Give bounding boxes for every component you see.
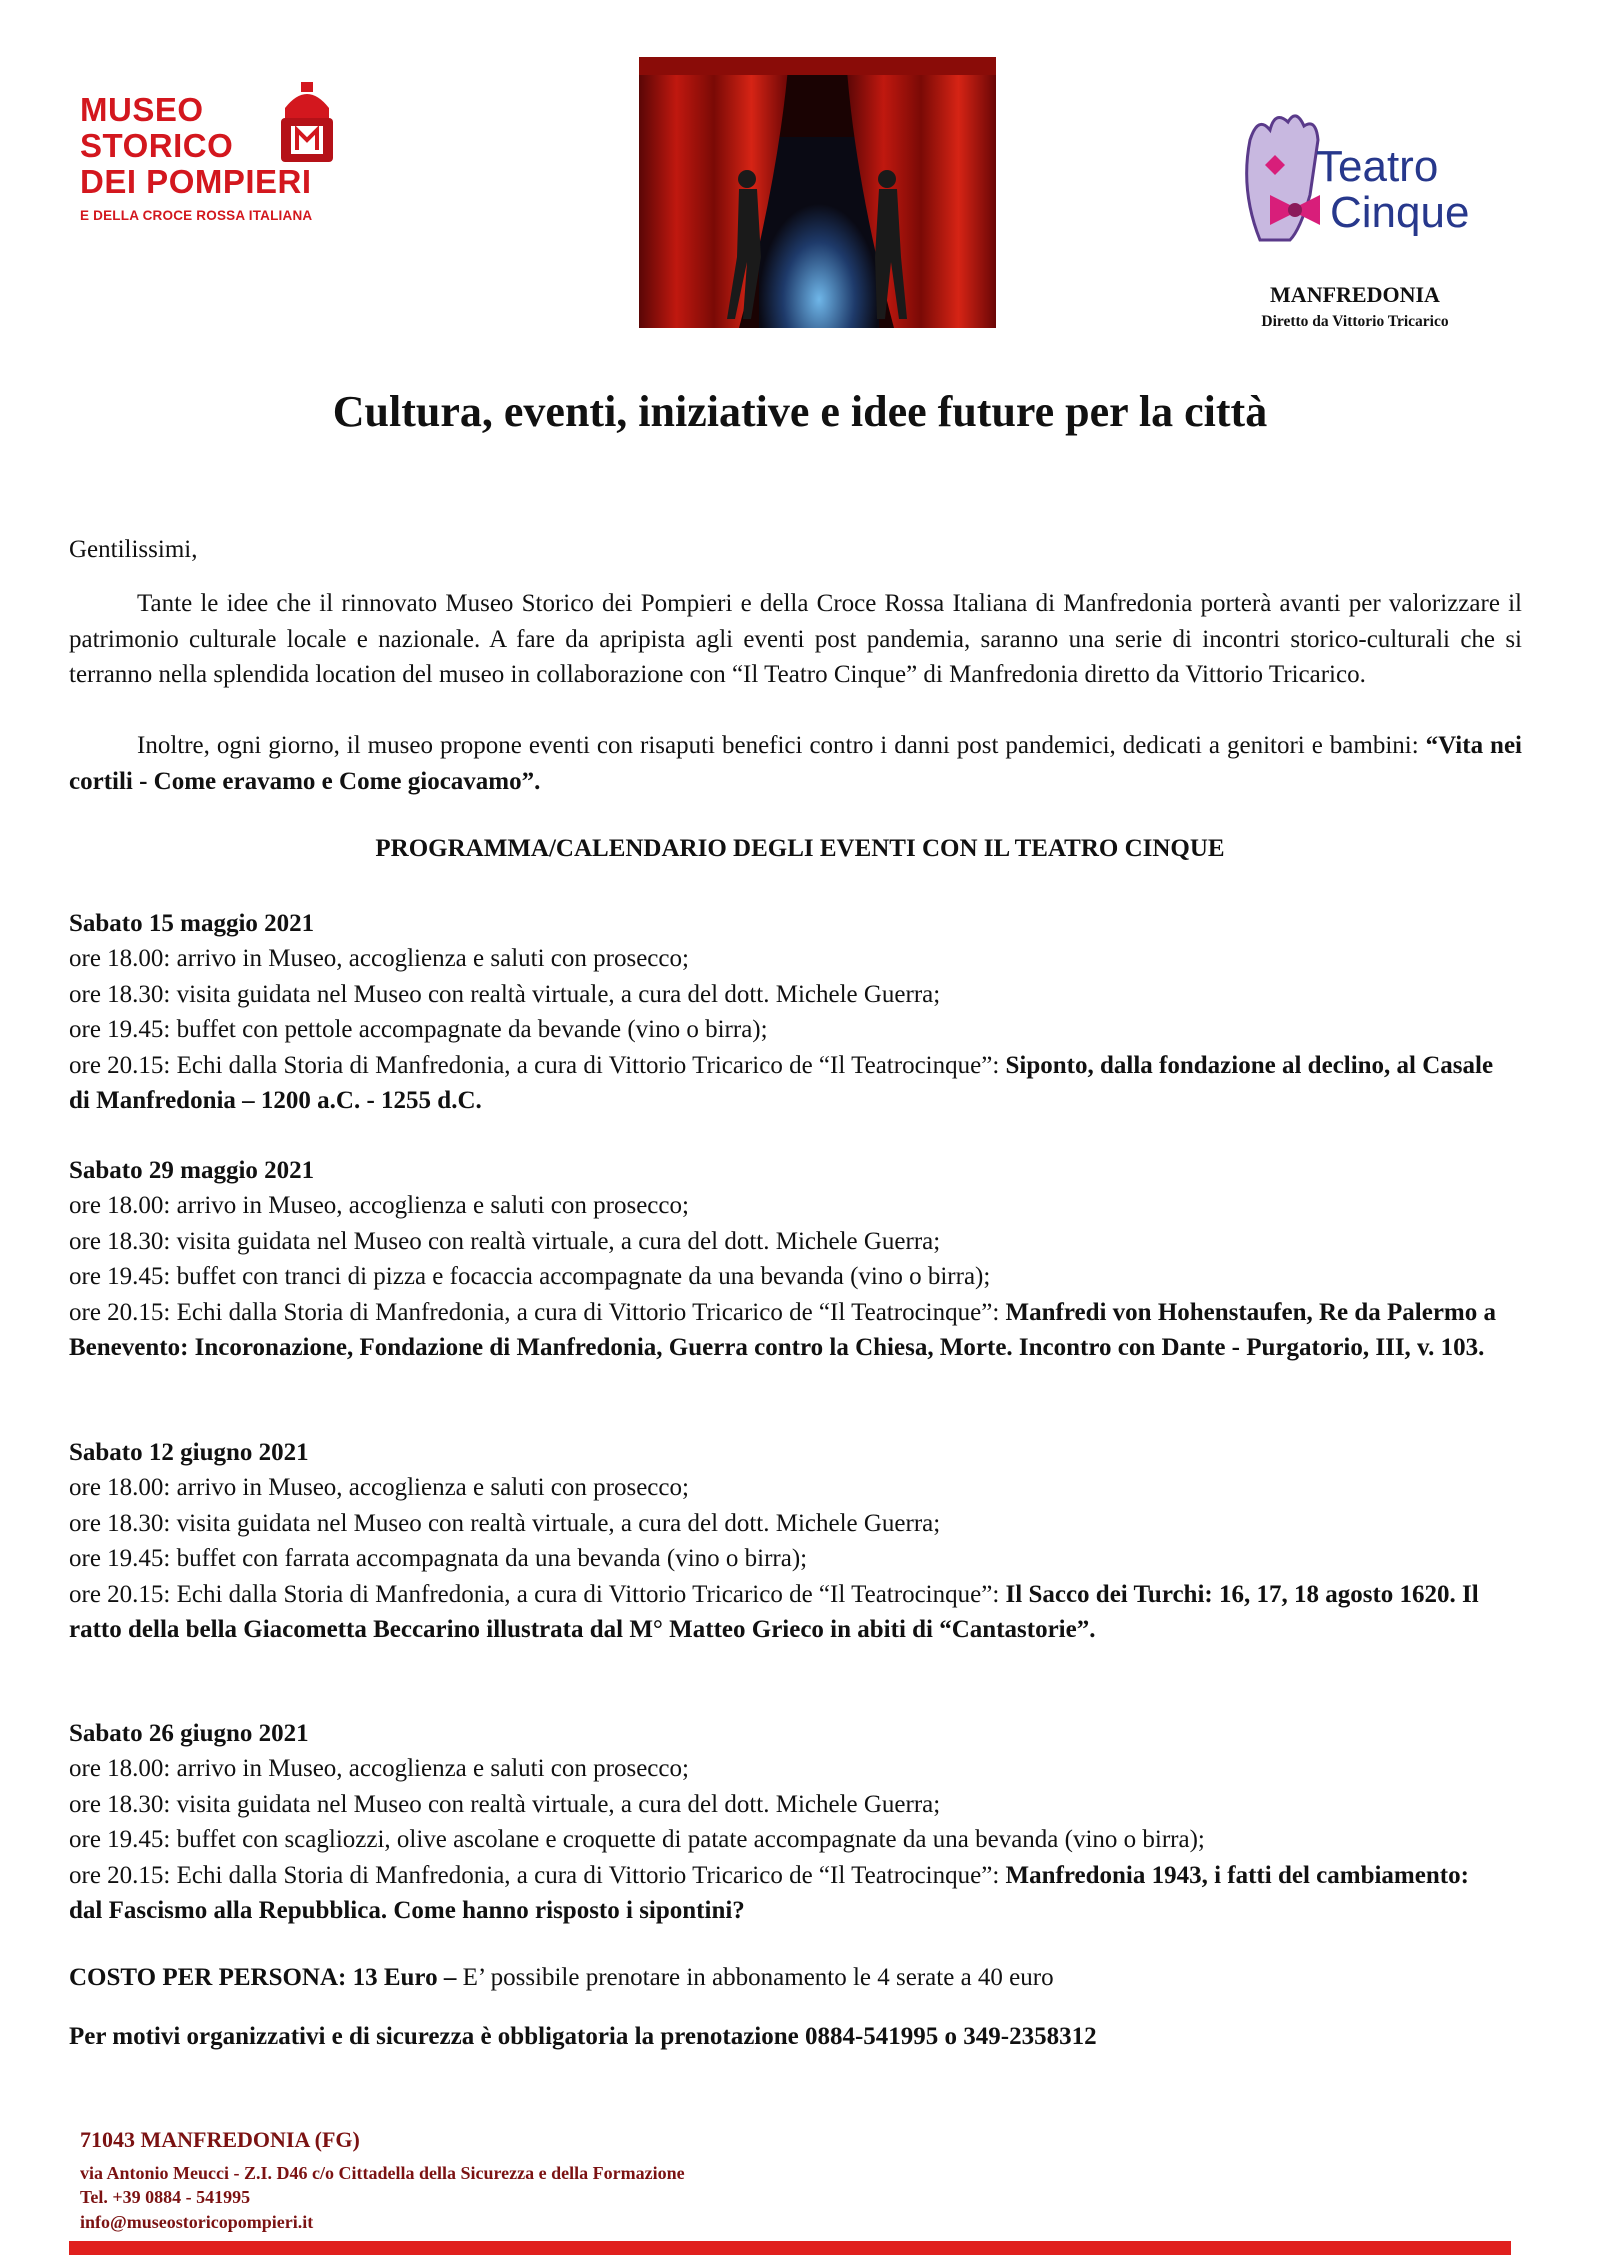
event-line: ore 18.30: visita guidata nel Museo con realtà virtuale, a cura del dott. Michele Guerra; bbox=[69, 1790, 941, 1818]
event-date: Sabato 15 maggio 2021 bbox=[69, 910, 315, 937]
price-label: COSTO PER PERSONA: 13 Euro – bbox=[69, 1964, 457, 1991]
second-paragraph bbox=[69, 728, 1522, 799]
event-line: ore 18.30: visita guidata nel Museo con realtà virtuale, a cura del dott. Michele Guerra; bbox=[69, 980, 941, 1008]
event-main-title: Manfredonia 1943, i fatti del cambiamento: dal Fascismo alla Repubblica. Come hanno risposto i sipontini? bbox=[69, 1861, 1469, 1925]
event-block bbox=[69, 1435, 1549, 1647]
second-paragraph-text: Inoltre, ogni giorno, il museo propone eventi con risaputi benefici contro i danni post pandemici, dedicati a genitori e bambini: bbox=[137, 732, 1426, 759]
event-line: ore 19.45: buffet con pettole accompagnate da bevande (vino o birra); bbox=[69, 1016, 768, 1044]
greeting: Gentilissimi, bbox=[69, 536, 198, 563]
event-main-prefix: ore 20.15: Echi dalla Storia di Manfredonia, a cura di Vittorio Tricarico de “Il Teatrocinque”: bbox=[69, 1298, 1006, 1326]
museo-logo bbox=[80, 78, 360, 228]
price-info bbox=[69, 1964, 1054, 1992]
intro-paragraph-text: Tante le idee che il rinnovato Museo Storico dei Pompieri e della Croce Rossa Italiana di Manfredonia porterà avanti per valorizzare il patrimonio culturale locale e nazionale. A fare da apripista agli eventi post pandemia, saranno una serie di incontri storico-culturali che si terranno nella splendida location del museo in collaborazione con “Il Teatro Cinque” di Manfredonia diretto da Vittorio Tricarico. bbox=[69, 590, 1522, 688]
museo-logo-line: STORICO bbox=[80, 127, 234, 164]
event-main bbox=[69, 1858, 1499, 1929]
footer-phone: Tel. +39 0884 - 541995 bbox=[80, 2187, 251, 2207]
event-main bbox=[69, 1048, 1499, 1119]
event-main-prefix: ore 20.15: Echi dalla Storia di Manfredonia, a cura di Vittorio Tricarico de “Il Teatrocinque”: bbox=[69, 1051, 1006, 1079]
event-line: ore 18.00: arrivo in Museo, accoglienza e saluti con prosecco; bbox=[69, 1192, 689, 1220]
intro-paragraph bbox=[69, 586, 1522, 693]
footer-address: via Antonio Meucci - Z.I. D46 c/o Cittadella della Sicurezza e della Formazione bbox=[80, 2163, 685, 2183]
page-title: Cultura, eventi, iniziative e idee future per la città bbox=[332, 387, 1268, 436]
event-line: ore 19.45: buffet con tranci di pizza e focaccia accompagnate da una bevanda (vino o birra); bbox=[69, 1263, 991, 1291]
event-block bbox=[69, 1716, 1549, 1928]
fire-helmet-emblem-icon bbox=[275, 78, 339, 166]
event-date: Sabato 26 giugno 2021 bbox=[69, 1720, 309, 1747]
event-line: ore 18.30: visita guidata nel Museo con realtà virtuale, a cura del dott. Michele Guerra; bbox=[69, 1509, 941, 1537]
event-main-prefix: ore 20.15: Echi dalla Storia di Manfredonia, a cura di Vittorio Tricarico de “Il Teatrocinque”: bbox=[69, 1861, 1006, 1889]
teatro-cinque-logo bbox=[1230, 100, 1490, 250]
event-line: ore 18.00: arrivo in Museo, accoglienza e saluti con prosecco; bbox=[69, 1474, 689, 1502]
event-main-title: Il Sacco dei Turchi: 16, 17, 18 agosto 1620. Il ratto della bella Giacometta Beccarino illustrata dal M° Matteo Grieco in abiti di “Cantastorie”. bbox=[69, 1580, 1479, 1644]
event-main-prefix: ore 20.15: Echi dalla Storia di Manfredonia, a cura di Vittorio Tricarico de “Il Teatrocinque”: bbox=[69, 1580, 1006, 1608]
event-date: Sabato 29 maggio 2021 bbox=[69, 1157, 315, 1184]
teatro-logo-line1: Teatro bbox=[1316, 142, 1439, 191]
teatro-logo-line2: Cinque bbox=[1330, 188, 1470, 237]
event-main bbox=[69, 1577, 1499, 1648]
footer-bar bbox=[69, 2241, 1511, 2255]
museo-logo-line: DEI POMPIERI bbox=[80, 163, 312, 200]
event-line: ore 18.00: arrivo in Museo, accoglienza e saluti con prosecco; bbox=[69, 1755, 689, 1783]
second-paragraph-bold: “Vita nei cortili - Come eravamo e Come giocavamo”. bbox=[69, 732, 1522, 795]
event-date: Sabato 12 giugno 2021 bbox=[69, 1439, 309, 1466]
event-line: ore 18.00: arrivo in Museo, accoglienza e saluti con prosecco; bbox=[69, 945, 689, 973]
event-line: ore 19.45: buffet con scagliozzi, olive ascolane e croquette di patate accompagnate da una bevanda (vino o birra); bbox=[69, 1826, 1205, 1854]
footer-email: info@museostoricopompieri.it bbox=[80, 2212, 314, 2232]
event-block bbox=[69, 1153, 1549, 1365]
header-city: MANFREDONIA bbox=[1270, 282, 1440, 307]
event-line: ore 18.30: visita guidata nel Museo con realtà virtuale, a cura del dott. Michele Guerra; bbox=[69, 1227, 941, 1255]
price-text: E’ possibile prenotare in abbonamento le 4 serate a 40 euro bbox=[456, 1964, 1054, 1991]
footer-city: 71043 MANFREDONIA (FG) bbox=[80, 2127, 360, 2152]
event-main-title: Manfredi von Hohenstaufen, Re da Palermo a Benevento: Incoronazione, Fondazione di Manfredonia, Guerra contro la Chiesa, Morte. Incontro con Dante - Purgatorio, III, v. 103. bbox=[69, 1298, 1497, 1362]
event-main-title: Siponto, dalla fondazione al declino, al Casale di Manfredonia – 1200 a.C. - 1255 d.C. bbox=[69, 1051, 1494, 1115]
event-main bbox=[69, 1295, 1499, 1366]
theater-curtain-photo bbox=[639, 57, 996, 328]
event-line: ore 19.45: buffet con farrata accompagnata da una bevanda (vino o birra); bbox=[69, 1545, 808, 1573]
museo-logo-line: MUSEO bbox=[80, 91, 204, 128]
header-director: Diretto da Vittorio Tricarico bbox=[1261, 313, 1449, 330]
program-heading: PROGRAMMA/CALENDARIO DEGLI EVENTI CON IL TEATRO CINQUE bbox=[375, 835, 1225, 862]
museo-logo-subtitle: E DELLA CROCE ROSSA ITALIANA bbox=[80, 208, 313, 223]
booking-info: Per motivi organizzativi e di sicurezza è obbligatoria la prenotazione 0884-541995 o 349-2358312 bbox=[69, 2023, 1097, 2050]
event-block bbox=[69, 906, 1549, 1118]
